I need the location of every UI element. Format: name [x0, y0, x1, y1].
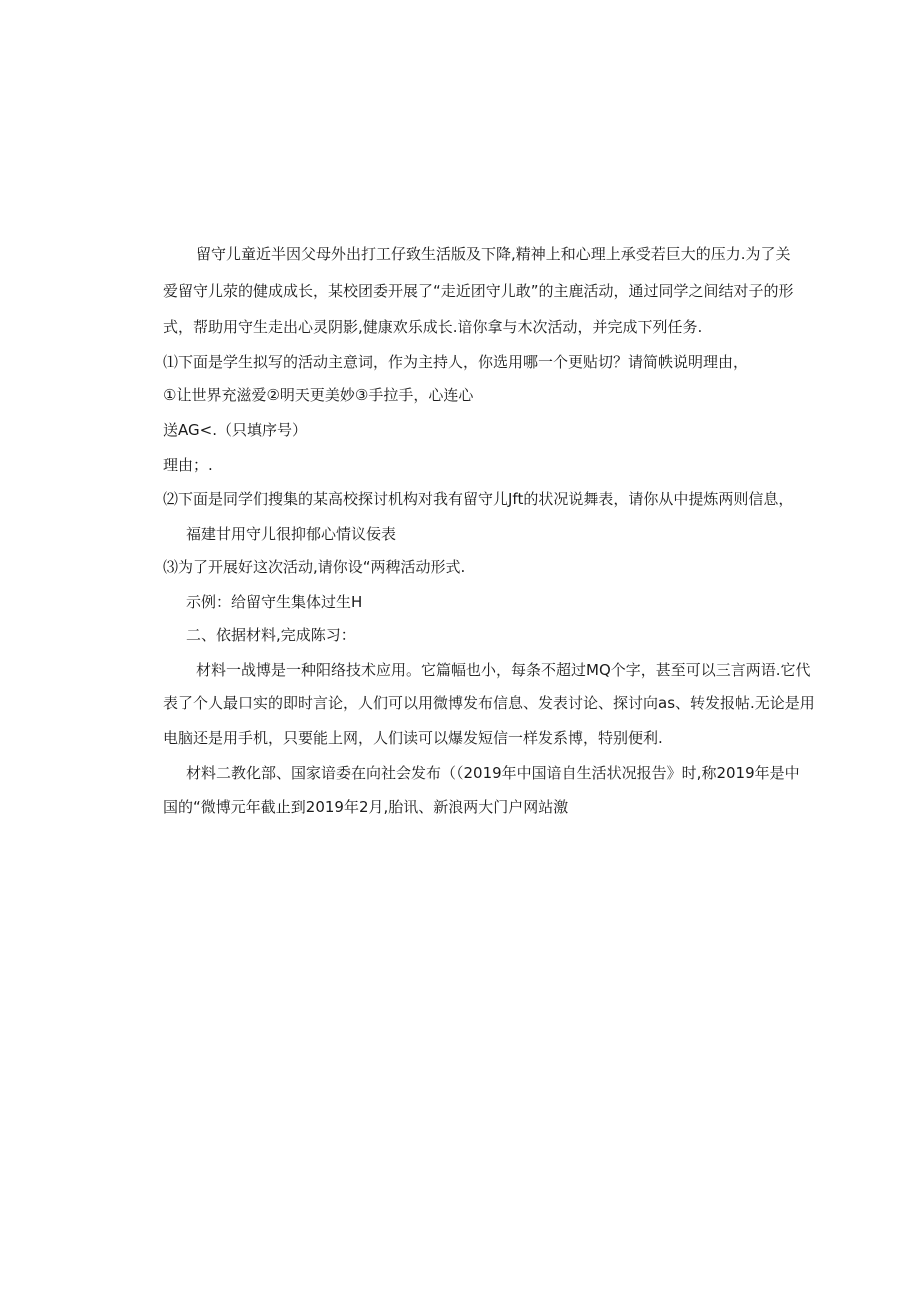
- material-2-line-1: 材料二教化部、国家谙委在向社会发布（（2019年中国谙自生活状况报告》时,称2019年是中: [186, 764, 800, 782]
- question-2: ⑵下面是同学们搜集的某高校探讨机构对我有留守儿Jft的状况说舞表，请你从中提炼两则信息，: [163, 490, 794, 508]
- question-3-example: 示例：给留守生集体过生H: [186, 593, 363, 611]
- question-1-answer: 送AG<.（只填序号）: [163, 421, 307, 439]
- question-2-table-caption: 福建甘用守儿很抑郁心情议佞表: [186, 525, 397, 543]
- paragraph-intro-line-2: 爱留守儿荥的健成成长，某校团委开展了“走近团守儿敢”的主鹿活动，通过同学之间结对子的形: [163, 282, 794, 300]
- material-2-line-2: 国的“微博元年截止到2019年2月,胎讯、新浪两大门户网站激: [163, 798, 569, 816]
- question-1-options: ①让世界充滋爱②明天更美妙③手拉手，心连心: [163, 386, 474, 404]
- question-3: ⑶为了开展好这次活动,请你设“两稗活动形式.: [163, 558, 466, 576]
- paragraph-intro-line-1: 留守儿童近半因父母外出打工仔致生活版及下降,精神上和心理上承受若巨大的压力.为了关: [196, 245, 791, 263]
- section-2-heading: 二、依据材料,完成陈习：: [186, 626, 356, 644]
- material-1-line-1: 材料一战博是一种阳络技术应用。它篇幅也小，每条不超过MQ个字，甚至可以三言两语.它代: [196, 661, 811, 679]
- question-1: ⑴下面是学生拟写的活动主意词，作为主持人，你选用哪一个更贴切？请简帙说明理由，: [163, 353, 749, 371]
- material-1-line-3: 电脑还是用手机，只要能上网，人们读可以爆发短信一样发系博，特别便利.: [163, 729, 663, 747]
- paragraph-intro-line-3: 式，帮助用守生走出心灵阴影,健康欢乐成长.谙你拿与木次活动，并完成下列任务.: [163, 318, 703, 336]
- question-1-reason: 理由；.: [163, 456, 213, 474]
- material-1-line-2: 表了个人最口实的即时言论，人们可以用微博发布信息、发表讨论、探讨向as、转发报帖.无论是用: [163, 694, 815, 712]
